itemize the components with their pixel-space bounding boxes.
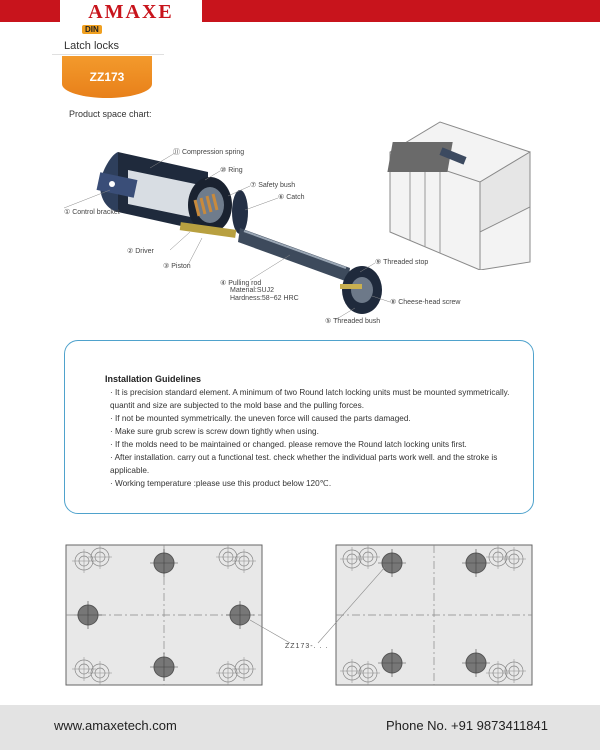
corner-layout-plate (336, 545, 532, 685)
section-title: Latch locks (64, 40, 120, 52)
guideline-item: · If not be mounted symmetrically. the uneven force will caused the parts damaged. (110, 412, 520, 425)
label-material: Material:SUJ2 (230, 287, 274, 294)
symmetric-layout-plate (66, 545, 262, 685)
website-link[interactable]: www.amaxetech.com (54, 718, 177, 733)
din-tag: DIN (82, 25, 102, 34)
label-hardness: Hardness:58~62 HRC (230, 295, 299, 302)
guideline-item: · If the molds need to be maintained or changed. please remove the Round latch locking units first. (110, 438, 520, 451)
label-threaded-stop: ⑨ Threaded stop (375, 259, 429, 266)
guideline-item: · After installation. carry out a functional test. check whether the individual parts work well. and the stroke is applicable. (110, 451, 520, 477)
brand-logo: AMAXE (88, 1, 174, 23)
label-threaded-bush: ⑤ Threaded bush (325, 318, 381, 325)
label-safety-bush: ⑦ Safety bush (250, 182, 296, 189)
model-badge: ZZ173 (62, 56, 152, 98)
space-chart-label: Product space chart: (69, 109, 152, 119)
guidelines-list (110, 386, 520, 490)
guideline-item: · Make sure grub screw is screw down tightly when using. (110, 425, 520, 438)
model-callout: ZZ173-. . . (285, 643, 329, 650)
label-cheese-head-screw: ⑧ Cheese-head screw (390, 299, 461, 306)
guideline-item: · Working temperature :please use this product below 120℃. (110, 477, 520, 490)
mould-assembly-diagram (380, 112, 540, 270)
label-piston: ③ Piston (163, 263, 191, 270)
phone-number: Phone No. +91 9873411841 (385, 718, 548, 733)
label-ring: ⑩ Ring (220, 167, 243, 174)
label-catch: ⑥ Catch (278, 194, 305, 201)
label-control-bracket: ① Control bracket (64, 209, 120, 216)
label-driver: ② Driver (127, 248, 154, 255)
mounting-layout-diagrams (0, 535, 600, 695)
ring (232, 190, 248, 234)
pulling-rod (238, 228, 350, 282)
label-compression-spring: ⑪ Compression spring (173, 149, 245, 156)
label-pulling-rod: ④ Pulling rod (220, 280, 262, 287)
guidelines-title: Installation Guidelines (105, 374, 202, 384)
guideline-item: · It is precision standard element. A minimum of two Round latch locking units must be mounted symmetrically. quantit and size are subjected to the mold base and the pulling forces. (110, 386, 520, 412)
housing-body (97, 152, 232, 233)
